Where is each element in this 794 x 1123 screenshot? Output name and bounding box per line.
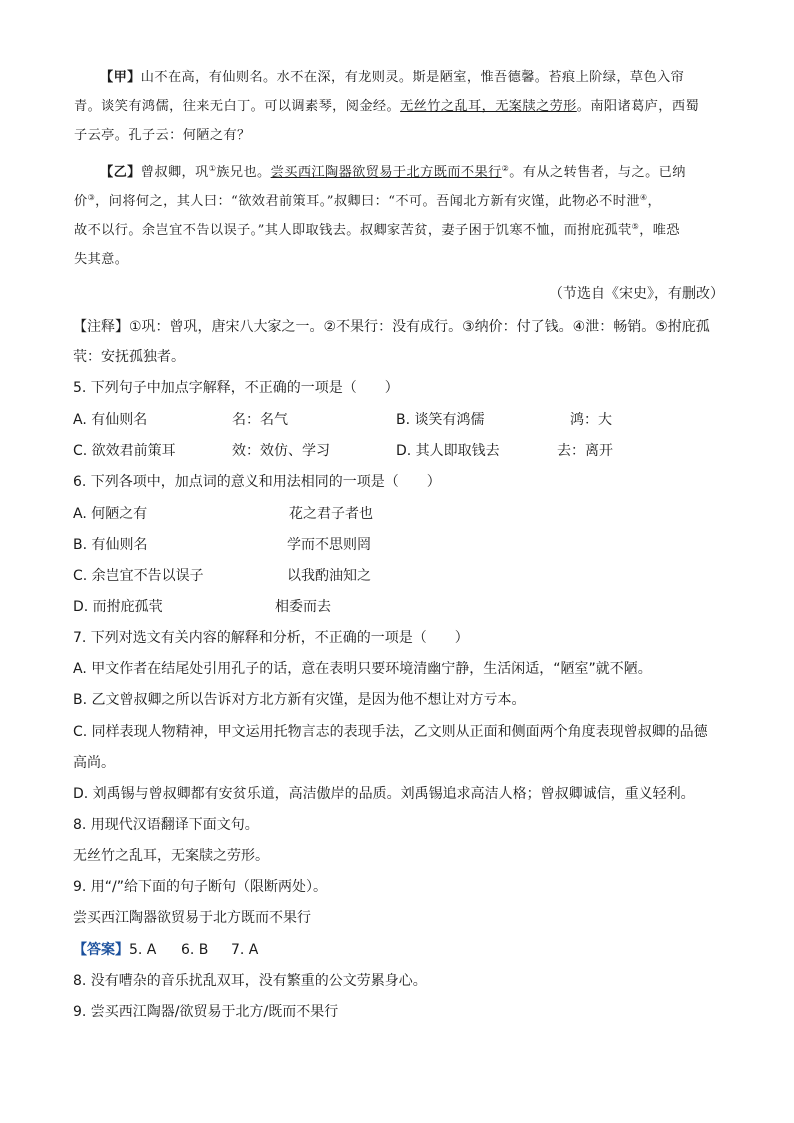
passage-yi-line2a: 价	[74, 194, 88, 209]
passage-jia-underlined: 无丝竹之乱耳，无案牍之劳形	[400, 99, 577, 114]
passage-jia-line1: 山不在高，有仙则名。水不在深，有龙则灵。斯是陋室，惟吾德馨。苔痕上阶绿，草色入帘	[140, 70, 685, 85]
passage-yi-line1a: 曾叔卿，巩	[140, 165, 209, 180]
source-citation: （节选自《宋史》，有删改）	[549, 286, 724, 302]
passage-yi-line2b: ，问将何之，其人曰：“欲效君前策耳。”叔卿曰：“不可。吾闻北方新有灾馑，此物必不时泄	[95, 194, 640, 209]
q7-option-b: B. 乙文曾叔卿之所以告诉对方北方新有灾馑，是因为他不想让对方亏本。	[73, 692, 526, 708]
passage-yi-tag: 【乙】	[100, 165, 141, 180]
q5-option-c: C. 欲效君前策耳	[73, 443, 176, 459]
passage-jia-line2b: 。南阳诸葛庐，西蜀	[576, 99, 700, 114]
q6-option-b-cmp: 学而不思则罔	[287, 537, 371, 553]
q6-option-c-cmp: 以我酌油知之	[287, 568, 371, 584]
passage-yi-line3a: 故不以行。余岂宜不告以误子。”其人即取钱去。叔卿家苦贫，妻子困于饥寒不恤，而拊庇孤茕	[74, 223, 632, 238]
answer-8: 8. 没有嘈杂的音乐扰乱双耳，没有繁重的公文劳累身心。	[73, 973, 427, 989]
passage-yi-line4: 失其意。	[74, 252, 129, 267]
q5-option-b-exp: 鸿：大	[570, 412, 612, 428]
q9-stem: 9. 用“/”给下面的句子断句（限断两处）。	[73, 879, 328, 895]
q7-option-d: D. 刘禹锡与曾叔卿都有安贫乐道，高洁傲岸的品质。刘禹锡追求高洁人格；曾叔卿诚信，重义轻利。	[73, 786, 695, 802]
passage-yi-line2c: ，	[647, 194, 662, 209]
note-marker-2: ②	[501, 164, 510, 173]
q7-option-a: A. 甲文作者在结尾处引用孔子的话，意在表明只要环境清幽宁静，生活闲适，“陋室”就不陋。	[73, 661, 652, 677]
answers-row	[73, 940, 723, 960]
notes-tag: 【注释】	[73, 319, 129, 335]
q5-option-b: B. 谈笑有鸿儒	[396, 412, 485, 428]
q5-option-d: D. 其人即取钱去	[396, 443, 500, 459]
passage-yi-line3b: ，唯恐	[639, 223, 680, 238]
q6-option-d: D. 而拊庇孤茕	[73, 599, 163, 615]
answer-7: 7. A	[231, 942, 259, 958]
answer-9: 9. 尝买西江陶器/欲贸易于北方/既而不果行	[73, 1004, 339, 1020]
answer-tag: 【答案】	[73, 942, 129, 958]
note-marker-5: ⑤	[631, 222, 640, 231]
passage-yi-underlined: 尝买西江陶器欲贸易于北方既而不果行	[270, 165, 502, 180]
q8-stem: 8. 用现代汉语翻译下面文句。	[73, 817, 259, 833]
passage-jia-line3: 子云亭。孔子云：何陋之有？	[74, 128, 251, 143]
q5-stem: 5. 下列句子中加点字解释，不正确的一项是（ ）	[73, 380, 399, 396]
q8-text: 无丝竹之乱耳，无案牍之劳形。	[73, 848, 269, 864]
q7-option-c: C. 同样表现人物精神，甲文运用托物言志的表现手法，乙文则从正面和侧面两个角度表现曾叔卿的品德	[73, 724, 708, 740]
q5-option-a-exp: 名：名气	[232, 412, 288, 428]
notes-line2: 茕：安抚孤独者。	[73, 349, 185, 365]
q6-option-a-cmp: 花之君子者也	[289, 506, 373, 522]
q5-option-c-exp: 效：效仿、学习	[232, 443, 330, 459]
q6-option-b: B. 有仙则名	[73, 537, 148, 553]
answer-6: 6. B	[181, 942, 209, 958]
passage-jia	[74, 63, 724, 150]
passage-yi-line1c: 。有从之转售者，与之。已纳	[509, 165, 686, 180]
passage-jia-line2a: 青。谈笑有鸿儒，往来无白丁。可以调素琴，阅金经。	[74, 99, 401, 114]
q6-stem: 6. 下列各项中，加点词的意义和用法相同的一项是（ ）	[73, 474, 441, 490]
q9-text: 尝买西江陶器欲贸易于北方既而不果行	[73, 910, 311, 926]
q6-option-d-cmp: 相委而去	[275, 599, 331, 615]
note-marker-4: ④	[639, 193, 648, 202]
q6-option-a: A. 何陋之有	[73, 506, 148, 522]
passage-jia-tag: 【甲】	[100, 70, 141, 85]
q5-option-d-exp: 去：离开	[557, 443, 613, 459]
passage-yi-line1b: 族兄也。	[216, 165, 271, 180]
q6-option-c: C. 余岂宜不告以误子	[73, 568, 204, 584]
q5-option-a: A. 有仙则名	[73, 412, 148, 428]
note-marker-1: ①	[208, 164, 217, 173]
notes-text1: ①巩：曾巩，唐宋八大家之一。②不果行：没有成行。③纳价：付了钱。④泄：畅销。⑤拊庇孤	[129, 319, 710, 335]
passage-yi	[74, 158, 724, 274]
answer-5: 5. A	[129, 942, 157, 958]
q7-option-c-cont: 高尚。	[73, 755, 115, 771]
note-marker-3: ③	[87, 193, 96, 202]
q7-stem: 7. 下列对选文有关内容的解释和分析，不正确的一项是（ ）	[73, 630, 469, 646]
notes-line1	[73, 317, 723, 337]
